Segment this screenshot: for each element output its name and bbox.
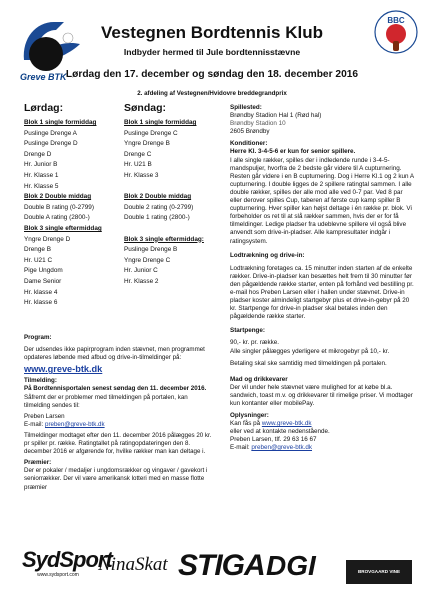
signup-deadline: På Bordtennisportalen senest søndag den 11. december 2016. bbox=[24, 385, 207, 393]
contact-email-prefix: E-mail: bbox=[24, 420, 44, 428]
sponsor-brovgaard-name: BROVGAARD VINE bbox=[357, 569, 401, 574]
sunday-block3-heading: Blok 3 single eftermiddag: bbox=[124, 235, 204, 243]
venue-line: Brøndby Stadion Hal 1 (Rød hal) bbox=[230, 112, 322, 120]
list-item: Hr. Junior B bbox=[24, 161, 58, 169]
conditions-heading: Konditioner: bbox=[230, 140, 268, 148]
contact-name: Preben Larsen bbox=[24, 412, 65, 420]
sponsor-sydsport bbox=[22, 547, 112, 588]
list-item: Puslinge Drenge D bbox=[24, 140, 78, 148]
sunday-title: Søndag: bbox=[124, 102, 166, 114]
fee-heading: Startpenge: bbox=[230, 327, 265, 335]
list-item: Puslinge Drenge B bbox=[124, 246, 178, 254]
list-item: Double 1 rating (2800-) bbox=[124, 214, 190, 222]
greve-btk-logo-text: Greve BTK bbox=[20, 72, 67, 82]
program-heading: Program: bbox=[24, 334, 52, 341]
list-item: Yngre Drenge C bbox=[124, 256, 171, 264]
list-item: Drenge D bbox=[24, 150, 52, 158]
list-item: Hr. Klasse 2 bbox=[124, 277, 159, 285]
left-info-column bbox=[24, 334, 214, 495]
sponsor-stiga-name: STIGA bbox=[178, 549, 265, 582]
list-item: Hr. Klasse 1 bbox=[24, 171, 59, 179]
info-website-link[interactable]: www.greve-btk.dk bbox=[261, 420, 312, 428]
signup-text bbox=[24, 385, 214, 409]
series-note: 2. afdeling af Vestegnen/Hvidovre breddegrandprix bbox=[137, 90, 287, 97]
right-info-column bbox=[230, 104, 414, 453]
saturday-title: Lørdag: bbox=[24, 102, 64, 114]
sponsor-brovgaard bbox=[346, 560, 412, 584]
info-line: Preben Larsen, tlf. 29 63 16 67 bbox=[230, 436, 317, 444]
info-email-link[interactable]: preben@greve-btk.dk bbox=[251, 444, 312, 452]
sunday-schedule bbox=[124, 118, 224, 288]
info-line bbox=[230, 444, 414, 452]
list-item: Double 2 rating (0-2799) bbox=[124, 203, 194, 211]
sponsor-sydsport-url: www.sydsport.com bbox=[37, 572, 79, 578]
sunday-block2-heading: Blok 2 Double middag bbox=[124, 193, 192, 201]
info-prefix: Kan fås på bbox=[230, 420, 261, 428]
contact-email-line bbox=[24, 421, 214, 429]
invitation-subtitle: Indbyder hermed til Jule bordtennisstævne bbox=[123, 47, 301, 57]
saturday-block1-heading: Blok 1 single formiddag bbox=[24, 119, 97, 126]
signup-heading: Tilmelding: bbox=[24, 377, 57, 385]
draw-body: Lodtrækning foretages ca. 15 minutter inden starten af de enkelte rækker. Drive-in-pladser kan besættes helt frem til 30 minutter før den pågældende række starter, enten på forhånd ved bestilling pr. e-mail hos Preben Larsen eller i hallen under stævnet. Drive-in pladser koster almindeligt startgebyr plus et drive-in-gebyr på 20 kr. Startpenge for drive-in pladser skal betales inden den pågældende række starter. bbox=[230, 264, 414, 321]
list-item: Yngre Drenge B bbox=[124, 140, 170, 148]
list-item: Double B rating (0-2799) bbox=[24, 203, 94, 211]
food-body: Der vil under hele stævnet være mulighed for at købe bl.a. sandwich, toast m.v. og drikkevarer til rimelige priser. Vi modtager kun kontanter eller mobilePay. bbox=[230, 383, 413, 407]
sponsor-ninaskat bbox=[98, 548, 176, 588]
website-link[interactable]: www.greve-btk.dk bbox=[24, 364, 103, 375]
venue-line: Brøndby Stadion 10 bbox=[230, 120, 286, 128]
fee-line: 90,- kr. pr. række. bbox=[230, 339, 279, 347]
list-item: Hr. Junior C bbox=[124, 267, 158, 275]
venue-line: 2605 Brøndby bbox=[230, 128, 270, 136]
sponsor-sydsport-name: SydSport bbox=[22, 547, 112, 572]
list-item: Hr. Klasse 3 bbox=[124, 171, 159, 179]
list-item: Drenge B bbox=[24, 246, 51, 254]
sunday-block1-heading: Blok 1 single formiddag bbox=[124, 119, 197, 126]
saturday-schedule bbox=[24, 118, 124, 309]
signup-body: Såfremt der er problemer med tilmeldingen på portalen, kan tilmelding sendes til: bbox=[24, 393, 188, 409]
info-line: eller ved at kontakte nedenstående. bbox=[230, 428, 330, 436]
sponsor-dgi-name: DGI bbox=[266, 550, 316, 581]
list-item: Hr. Klasse 5 bbox=[24, 182, 59, 190]
list-item: Pige Ungdom bbox=[24, 267, 63, 275]
list-item: Hr. klasse 6 bbox=[24, 299, 58, 307]
page-title: Vestegnen Bordtennis Klub bbox=[101, 23, 323, 42]
program-body: Der udsendes ikke papirprogram inden stævnet, men programmet opdateres løbende med afbud og drive-in-tilmeldinger på: bbox=[24, 346, 205, 362]
info-heading: Oplysninger: bbox=[230, 412, 269, 420]
sponsor-dgi bbox=[266, 548, 334, 588]
saturday-block2-heading: Blok 2 Double middag bbox=[24, 193, 92, 201]
draw-heading: Lodtrækning og drive-in: bbox=[230, 251, 305, 259]
list-item: Double A rating (2800-) bbox=[24, 214, 90, 222]
list-item: Hr. U21 B bbox=[124, 161, 152, 169]
list-item: Puslinge Drenge A bbox=[24, 129, 77, 137]
list-item: Yngre Drenge D bbox=[24, 235, 71, 243]
sponsor-stiga bbox=[178, 548, 265, 588]
list-item: Hr. klasse 4 bbox=[24, 288, 58, 296]
event-dates: Lørdag den 17. december og søndag den 18. december 2016 bbox=[65, 69, 359, 80]
fee-note: Betaling skal ske samtidig med tilmeldingen på portalen. bbox=[230, 359, 387, 367]
bbc-logo-text: BBC bbox=[387, 16, 405, 25]
venue-heading: Spillested: bbox=[230, 104, 262, 111]
list-item: Puslinge Drenge C bbox=[124, 129, 178, 137]
saturday-block3-heading: Blok 3 single eftermiddag bbox=[24, 224, 102, 232]
prizes-heading: Præmier: bbox=[24, 459, 52, 467]
contact-email-link[interactable]: preben@greve-btk.dk bbox=[45, 420, 105, 428]
food-heading: Mad og drikkevarer bbox=[230, 375, 288, 383]
list-item: Hr. U21 C bbox=[24, 256, 53, 264]
late-signup-body: Tilmeldinger modtaget efter den 11. december 2016 pålægges 20 kr. pr spiller pr. række. Ratingtallet på ratingopdateringen den 8. december 2016 er afgørende for, hvilke rækker man kan deltage i. bbox=[24, 431, 212, 456]
conditions-body: I alle single rækker, spilles der i indledende runde i 3-4-5-mandspuljer, hvorfra de 2 bedste går videre til A cupturnering. Resten går videre i en B cupturnering. Dog i Herre Kl.1 og 2 kun A cupturnering. I double ligges de 2 spillere ratingtal sammen. I alle double rækker, spilles der alle mod alle ved 0-7 par. Ved 8 par eller derover spilles Cup, taberen af første cup kamp spiller B cupturnering. Hver spiller kan højst deltage i én række pr. blok. Vi forbeholder os ret til at slå rækker sammen, hvis der er for få tilmeldinger. Ledige pladser fra udeblevne spillere vil også blive anvendt som drive-in-pladser. Alle kampresultater indgår i ratingsystem. bbox=[230, 156, 414, 245]
sponsor-ninaskat-name: NinaSkat bbox=[98, 554, 168, 575]
list-item: Drenge C bbox=[124, 150, 152, 158]
fee-line: Alle singler pålægges yderligere et mikrogebyr på 10,- kr. bbox=[230, 347, 390, 355]
prizes-body: Der er pokaler / medaljer i ungdomsrækker og vingaver / gavekort i seniorrækker. Der vil være amerikansk lotteri med en masse flotte præmier bbox=[24, 467, 208, 491]
info-email-prefix: E-mail: bbox=[230, 444, 250, 452]
list-item: Dame Senior bbox=[24, 277, 62, 285]
conditions-lead: Herre Kl. 3-4-5-6 er kun for senior spillere. bbox=[230, 148, 356, 156]
